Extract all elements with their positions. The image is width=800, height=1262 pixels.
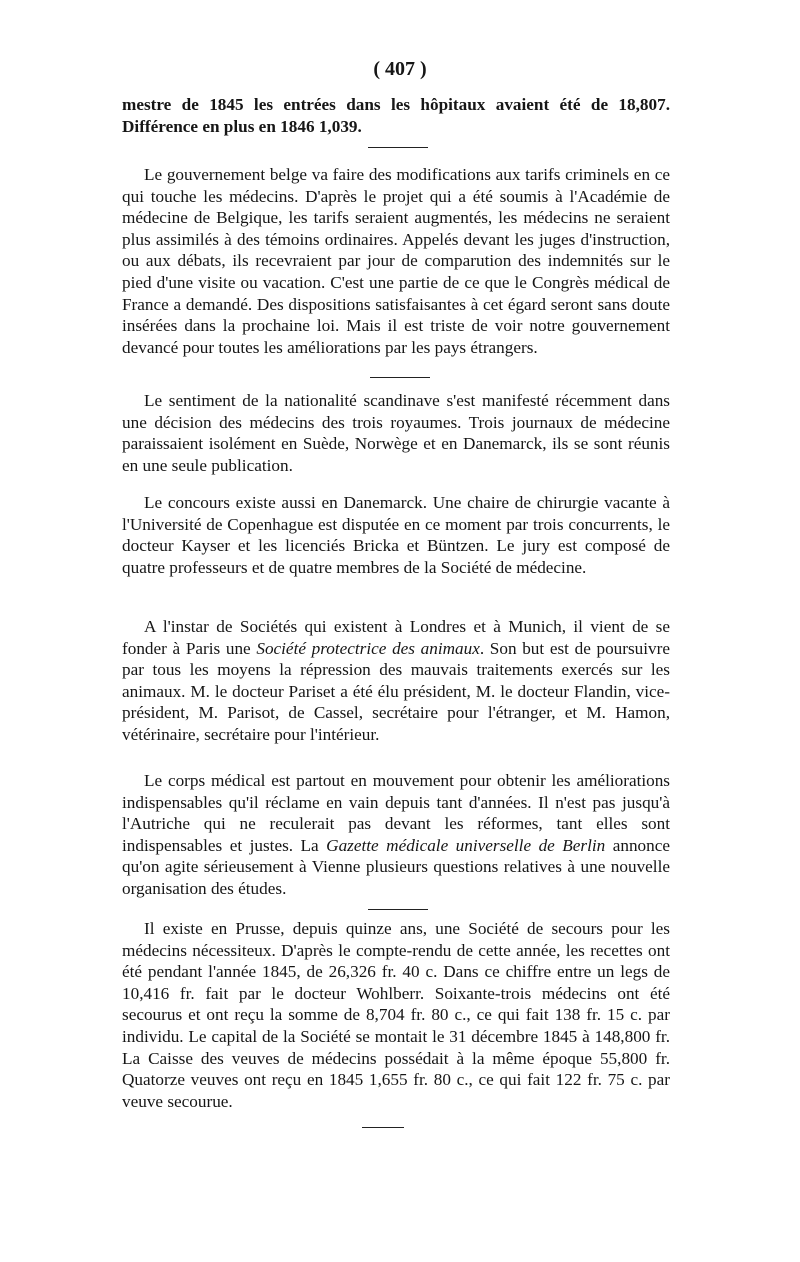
separator-rule bbox=[368, 147, 428, 148]
paragraph-text bbox=[122, 616, 670, 746]
paragraph-copenhagen-concours bbox=[122, 492, 670, 578]
paragraph-animal-protection-society bbox=[122, 616, 670, 746]
separator-rule bbox=[362, 1127, 404, 1128]
paragraph-text: Il existe en Prusse, depuis quinze ans, une Société de secours pour les médecins nécessiteux. D'après le compte-rendu de cette année, les recettes ont été pendant l'année 1845, de 26,326 fr. 40 c. Dans ce chiffre entre un legs de 10,416 fr. fait par le docteur Wohlberr. Soixante-trois médecins ont été secourus et ont reçu la somme de 8,704 fr. 80 c., ce qui fait 138 fr. 15 c. par individu. Le capital de la Société se montait le 31 décembre 1845 à 148,800 fr. La Caisse des veuves de médecins possédait à la même époque 55,800 fr. Quatorze veuves ont reçu en 1845 1,655 fr. 80 c., ce qui fait 122 fr. 75 c. par veuve secourue. bbox=[122, 919, 670, 1111]
paragraph-text: mestre de 1845 les entrées dans les hôpitaux avaient été de 18,807. Différence en plus en 1846 1,039. bbox=[122, 95, 670, 136]
paragraph-text: Le gouvernement belge va faire des modifications aux tarifs criminels en ce qui touche les médecins. D'après le projet qui a été soumis à l'Académie de médecine de Belgique, les tarifs seraient augmentés, les médecins ne seraient plus assimilés à des témoins ordinaires. Appelés devant les juges d'instruction, ou aux débats, ils recevraient par jour de comparution des indemnités sur le pied d'une visite ou vacation. C'est une partie de ce que le Congrès médical de France a demandé. Des dispositions satisfaisantes à cet égard seront sans doute insérées dans la prochaine loi. Mais il est triste de voir notre gouvernement devancé pour toutes les améliorations par les pays étrangers. bbox=[122, 165, 670, 357]
separator-rule bbox=[368, 909, 428, 910]
paragraph-belgian-tariffs bbox=[122, 164, 670, 358]
paragraph-continuation bbox=[122, 94, 670, 137]
paragraph-text: Le concours existe aussi en Danemarck. Une chaire de chirurgie vacante à l'Université de Copenhague est disputée en ce moment par trois concurrents, le docteur Kayser et les licenciés Bricka et Büntzen. Le jury est composé de quatre professeurs et de quatre membres de la Société de médecine. bbox=[122, 493, 670, 577]
separator-rule bbox=[370, 377, 430, 378]
text-run: Le corps médical est partout en mouvement pour obtenir les améliorations indispensables qu'il réclame en vain depuis tant d'années. Il n'est pas jusqu'à l'Autriche qui ne reculerait pas devant les réformes, tant elles sont indispensables et justes. La bbox=[122, 771, 670, 855]
paragraph-scandinavian-journals bbox=[122, 390, 670, 476]
society-name-italic: Société protectrice des animaux bbox=[256, 638, 480, 658]
paragraph-prussian-relief-society bbox=[122, 918, 670, 1112]
text-run: annonce qu'on agite sérieusement à Vienne plusieurs questions relatives à une nouvelle organisation des études. bbox=[122, 835, 670, 898]
paragraph-text bbox=[122, 770, 670, 900]
paragraph-vienna-reforms bbox=[122, 770, 670, 900]
paragraph-text: Le sentiment de la nationalité scandinave s'est manifesté récemment dans une décision des médecins des trois royaumes. Trois journaux de médecine paraissaient isolément en Suède, Norwège et en Danemarck, ils se sont réunis en une seule publication. bbox=[122, 391, 670, 475]
page-number: ( 407 ) bbox=[373, 58, 427, 80]
gazette-title-italic: Gazette médicale universelle de Berlin bbox=[326, 835, 606, 855]
text-run: A l'instar de Sociétés qui existent à Londres et à Munich, il vient de se fonder à Paris une bbox=[122, 617, 670, 658]
text-run: . Son but est de poursuivre par tous les moyens la répression des mauvais traitements exercés sur les animaux. M. le docteur Pariset a été élu président, M. le docteur Flandin, vice-président, M. Parisot, de Cassel, secrétaire pour l'étranger, et M. Hamon, vétérinaire, secrétaire pour l'intérieur. bbox=[122, 638, 670, 744]
